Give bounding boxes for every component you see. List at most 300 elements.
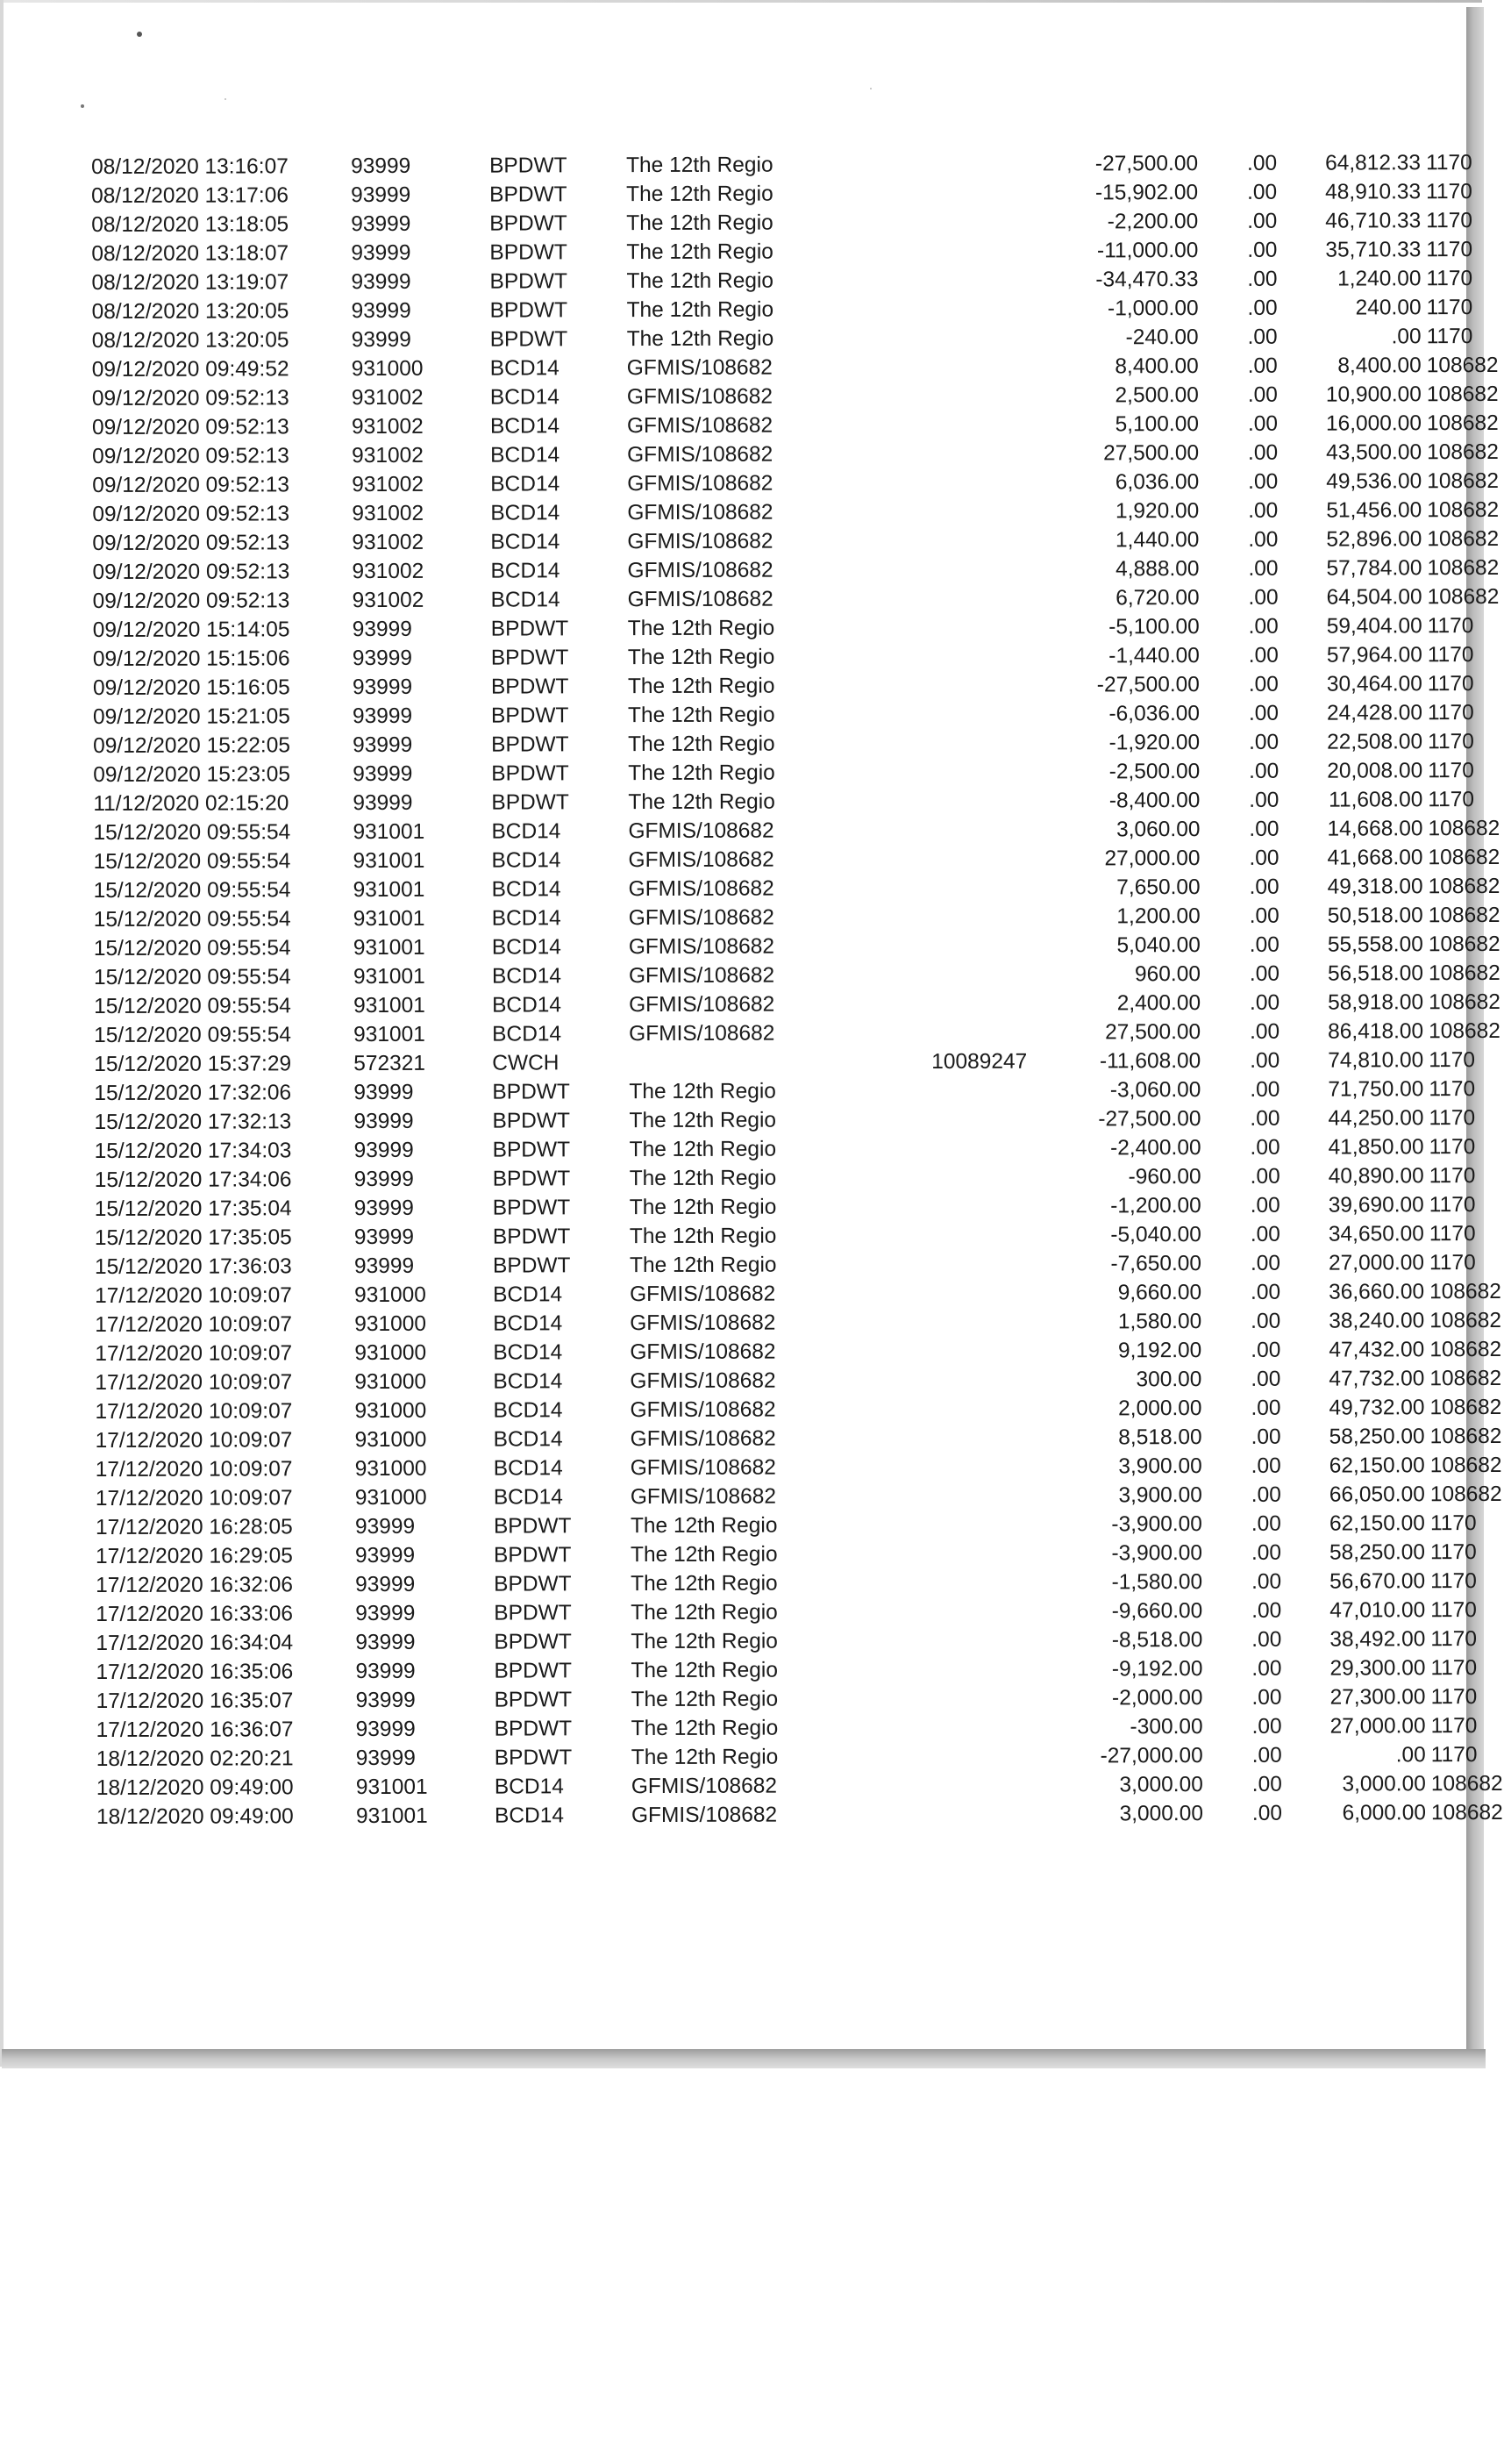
transaction-id: 93999 (351, 269, 411, 295)
transaction-amount: 8,518.00 (1118, 1425, 1202, 1450)
running-balance: 36,660.00 (1329, 1280, 1425, 1304)
transaction-secondary-amount: .00 (1247, 180, 1278, 204)
running-balance: 11,608.00 (1329, 788, 1423, 812)
transaction-secondary-amount: .00 (1251, 1482, 1281, 1507)
transaction-amount: 3,900.00 (1118, 1483, 1202, 1508)
running-balance: 39,690.00 (1328, 1193, 1424, 1218)
transaction-description: GFMIS/108682 (631, 1774, 778, 1799)
transaction-code: BPDWT (489, 269, 567, 294)
transaction-description: GFMIS/108682 (626, 355, 773, 381)
page-bottom-edge-shadow (2, 2049, 1486, 2068)
running-balance: 1,240.00 (1337, 267, 1422, 291)
transaction-datetime: 08/12/2020 13:17:06 (91, 183, 289, 208)
transaction-code: BCD14 (493, 1369, 563, 1394)
account-code: 1170 (1428, 759, 1474, 783)
transaction-datetime: 18/12/2020 09:49:00 (96, 1804, 294, 1829)
transaction-datetime: 17/12/2020 16:29:05 (95, 1544, 293, 1568)
transaction-code: BPDWT (493, 1543, 572, 1568)
transaction-secondary-amount: .00 (1249, 788, 1279, 812)
transaction-description: GFMIS/108682 (628, 876, 774, 902)
transaction-datetime: 18/12/2020 02:20:21 (96, 1746, 294, 1771)
running-balance: 57,964.00 (1326, 643, 1422, 668)
transaction-datetime: 09/12/2020 09:52:13 (92, 502, 290, 526)
running-balance: 49,318.00 (1327, 875, 1423, 899)
transaction-description: GFMIS/108682 (627, 558, 773, 583)
transaction-datetime: 08/12/2020 13:18:07 (91, 241, 289, 266)
transaction-amount: -2,500.00 (1108, 760, 1201, 784)
table-row (95, 1364, 1502, 1397)
transaction-id: 93999 (351, 182, 411, 208)
transaction-id: 93999 (354, 1543, 416, 1568)
transaction-amount: 6,720.00 (1116, 586, 1200, 611)
running-balance: 24,428.00 (1326, 701, 1423, 725)
transaction-amount: -1,000.00 (1107, 296, 1199, 321)
transaction-secondary-amount: .00 (1248, 585, 1279, 610)
account-code: 1170 (1429, 1048, 1475, 1073)
transaction-id: 93999 (353, 1167, 414, 1192)
table-row (92, 611, 1474, 645)
transaction-id: 931001 (353, 993, 425, 1018)
transaction-id: 931002 (352, 530, 424, 555)
account-code: 1170 (1429, 1540, 1477, 1565)
transaction-amount: -2,000.00 (1111, 1686, 1203, 1711)
transaction-description: The 12th Regio (629, 1195, 777, 1220)
transaction-datetime: 09/12/2020 15:14:05 (92, 618, 290, 642)
transaction-secondary-amount: .00 (1251, 1569, 1282, 1594)
transaction-id: 93999 (355, 1601, 416, 1626)
transaction-amount: -1,580.00 (1111, 1570, 1203, 1595)
table-row (93, 756, 1474, 789)
transaction-code: BCD14 (489, 414, 560, 439)
account-code: 108682 (1429, 1366, 1502, 1391)
transaction-code: BCD14 (490, 588, 560, 612)
account-code: 1170 (1427, 614, 1474, 639)
running-balance: 58,918.00 (1328, 990, 1424, 1015)
transaction-code: BPDWT (491, 790, 569, 815)
transaction-datetime: 08/12/2020 13:16:07 (91, 154, 289, 179)
running-balance: 47,432.00 (1329, 1338, 1425, 1362)
transaction-amount: -2,200.00 (1107, 210, 1199, 234)
table-row (96, 1567, 1477, 1600)
running-balance: 14,668.00 (1327, 817, 1423, 841)
transaction-secondary-amount: .00 (1247, 411, 1279, 436)
transaction-id: 931001 (353, 964, 425, 989)
running-balance: 240.00 (1355, 296, 1422, 320)
transaction-code: BPDWT (492, 1253, 571, 1278)
transaction-id: 931000 (354, 1369, 427, 1395)
account-code: 108682 (1429, 1308, 1501, 1333)
transaction-code: BCD14 (492, 1022, 562, 1046)
transaction-code: BPDWT (489, 298, 568, 323)
table-row (91, 351, 1499, 384)
account-code: 108682 (1427, 497, 1500, 523)
transaction-amount: 2,500.00 (1115, 383, 1199, 408)
table-row (92, 669, 1474, 703)
transaction-datetime: 17/12/2020 10:09:07 (95, 1399, 293, 1424)
transaction-code: BPDWT (491, 732, 569, 757)
table-row (95, 1451, 1502, 1484)
transaction-amount: 3,000.00 (1119, 1802, 1203, 1826)
transaction-amount: 27,500.00 (1103, 441, 1200, 466)
account-code: 1170 (1426, 180, 1472, 204)
account-code: 108682 (1426, 382, 1499, 407)
running-balance: 64,504.00 (1326, 585, 1422, 610)
transaction-amount: -27,500.00 (1094, 152, 1199, 176)
transaction-amount: 300.00 (1136, 1368, 1202, 1392)
transaction-code: BPDWT (491, 761, 569, 786)
transaction-description: The 12th Regio (631, 1600, 778, 1625)
account-code: 1170 (1429, 1106, 1476, 1131)
transaction-secondary-amount: .00 (1251, 1598, 1282, 1623)
transaction-secondary-amount: .00 (1250, 1280, 1281, 1304)
table-row (91, 322, 1473, 355)
transaction-datetime: 17/12/2020 10:09:07 (95, 1486, 293, 1511)
transaction-datetime: 15/12/2020 09:55:54 (93, 878, 291, 903)
transaction-datetime: 17/12/2020 16:35:06 (96, 1660, 294, 1684)
transaction-code: BPDWT (492, 1225, 571, 1249)
transaction-datetime: 09/12/2020 09:52:13 (91, 415, 289, 439)
account-code: 1170 (1426, 267, 1473, 291)
transaction-amount: 3,900.00 (1118, 1454, 1202, 1479)
transaction-secondary-amount: .00 (1251, 1309, 1281, 1333)
transaction-code: BPDWT (494, 1630, 572, 1654)
account-code: 108682 (1429, 1337, 1502, 1362)
transaction-description: The 12th Regio (631, 1745, 779, 1770)
running-balance: 47,732.00 (1329, 1367, 1425, 1391)
table-row (95, 1509, 1477, 1542)
transaction-datetime: 08/12/2020 13:19:07 (91, 270, 289, 295)
running-balance: 56,670.00 (1329, 1569, 1426, 1594)
transaction-description: GFMIS/108682 (630, 1455, 776, 1481)
transaction-secondary-amount: .00 (1250, 1251, 1281, 1275)
account-code: 108682 (1429, 1395, 1502, 1420)
transaction-datetime: 15/12/2020 09:55:54 (93, 907, 291, 932)
table-row (95, 1393, 1502, 1426)
transaction-amount: 6,036.00 (1115, 470, 1200, 495)
transaction-code: CWCH (492, 1051, 560, 1075)
transaction-id: 931000 (354, 1398, 427, 1424)
transaction-code: BCD14 (490, 443, 560, 468)
account-code: 1170 (1429, 1222, 1476, 1246)
transaction-datetime: 09/12/2020 09:52:13 (92, 531, 290, 555)
running-balance: 10,900.00 (1325, 382, 1422, 407)
transaction-id: 931002 (351, 414, 424, 439)
running-balance: 58,250.00 (1329, 1425, 1425, 1449)
transaction-description: The 12th Regio (631, 1629, 778, 1654)
transaction-description: GFMIS/108682 (630, 1282, 776, 1307)
account-code: 1170 (1426, 238, 1473, 262)
transaction-datetime: 15/12/2020 15:37:29 (94, 1052, 292, 1076)
table-row (93, 959, 1500, 992)
account-code: 1170 (1430, 1714, 1478, 1739)
transaction-id: 931001 (355, 1803, 428, 1829)
scan-speck (870, 88, 872, 89)
transaction-code: BPDWT (492, 1109, 570, 1133)
transaction-code: BPDWT (489, 154, 567, 178)
transaction-code: BPDWT (492, 1196, 571, 1220)
transaction-code: BPDWT (489, 211, 567, 236)
table-row (92, 467, 1499, 500)
table-row (93, 814, 1500, 847)
table-row (93, 785, 1475, 818)
table-row (91, 148, 1472, 182)
running-balance: 71,750.00 (1328, 1077, 1424, 1102)
transaction-description: The 12th Regio (628, 761, 775, 786)
account-code: 1170 (1429, 1135, 1476, 1160)
page-top-edge (0, 0, 1482, 3)
account-code: 1170 (1429, 1193, 1476, 1218)
transaction-description: The 12th Regio (626, 153, 773, 178)
account-code: 108682 (1429, 1424, 1502, 1449)
transaction-description: The 12th Regio (629, 1079, 776, 1104)
transaction-id: 93999 (353, 1196, 414, 1221)
running-balance: 6,000.00 (1342, 1801, 1426, 1825)
transaction-secondary-amount: .00 (1250, 1193, 1280, 1218)
transaction-secondary-amount: .00 (1247, 325, 1278, 349)
transaction-amount: -300.00 (1130, 1715, 1203, 1739)
transaction-datetime: 09/12/2020 09:52:13 (91, 386, 289, 411)
table-row (96, 1653, 1478, 1687)
table-row (95, 1480, 1502, 1513)
transaction-code: BCD14 (491, 935, 561, 960)
table-row (92, 640, 1474, 674)
transaction-code: BPDWT (494, 1659, 572, 1683)
transaction-description: The 12th Regio (629, 1108, 777, 1133)
running-balance: 41,850.00 (1328, 1135, 1424, 1160)
transaction-description: The 12th Regio (631, 1658, 779, 1683)
transaction-datetime: 17/12/2020 16:28:05 (95, 1515, 293, 1539)
running-balance: 57,784.00 (1326, 556, 1422, 581)
transaction-description: GFMIS/108682 (629, 992, 775, 1018)
transaction-secondary-amount: .00 (1249, 961, 1279, 986)
transaction-id: 931001 (355, 1775, 428, 1800)
table-row (92, 525, 1500, 558)
transaction-description: GFMIS/108682 (630, 1426, 776, 1452)
transaction-description: The 12th Regio (631, 1687, 779, 1712)
transaction-id: 93999 (352, 703, 413, 729)
transaction-id: 931000 (354, 1340, 427, 1366)
transaction-id: 931001 (353, 1022, 425, 1047)
transaction-id: 93999 (353, 1253, 415, 1279)
transaction-datetime: 15/12/2020 17:34:03 (94, 1139, 292, 1163)
transaction-amount: -3,900.00 (1111, 1541, 1203, 1566)
account-code: 1170 (1428, 730, 1474, 754)
transaction-amount: 1,920.00 (1115, 499, 1200, 524)
transaction-id: 93999 (352, 646, 412, 671)
table-row (93, 843, 1500, 876)
account-code: 108682 (1429, 1279, 1501, 1304)
transaction-code: BCD14 (493, 1456, 563, 1481)
account-code: 108682 (1426, 411, 1499, 436)
account-code: 1170 (1430, 1685, 1478, 1710)
transaction-datetime: 09/12/2020 09:49:52 (91, 357, 289, 382)
table-row (94, 1017, 1500, 1050)
transaction-code: BPDWT (492, 1138, 571, 1162)
transaction-code: BCD14 (493, 1282, 563, 1307)
transaction-description: GFMIS/108682 (626, 384, 773, 410)
transaction-datetime: 08/12/2020 13:20:05 (91, 299, 289, 324)
running-balance: 41,668.00 (1327, 846, 1423, 870)
account-code: 108682 (1427, 468, 1499, 494)
transaction-id: 93999 (351, 240, 411, 266)
transaction-datetime: 09/12/2020 15:15:06 (92, 646, 290, 671)
running-balance: 34,650.00 (1328, 1222, 1424, 1246)
transaction-amount: 27,000.00 (1104, 846, 1201, 871)
transaction-secondary-amount: .00 (1248, 672, 1279, 696)
transaction-description: GFMIS/108682 (628, 934, 775, 960)
transaction-secondary-amount: .00 (1248, 469, 1279, 494)
running-balance: 51,456.00 (1326, 498, 1422, 523)
transaction-reference: 10089247 (931, 1049, 1028, 1074)
transaction-code: BCD14 (490, 501, 560, 525)
running-balance: 30,464.00 (1326, 672, 1422, 696)
transaction-amount: -5,040.00 (1110, 1223, 1201, 1247)
transaction-secondary-amount: .00 (1250, 1019, 1280, 1044)
table-row (96, 1682, 1478, 1716)
transaction-datetime: 15/12/2020 17:32:13 (94, 1110, 292, 1134)
transaction-datetime: 15/12/2020 09:55:54 (93, 849, 291, 874)
transaction-code: BCD14 (489, 385, 560, 410)
transaction-secondary-amount: .00 (1251, 1367, 1281, 1391)
transaction-id: 93999 (355, 1659, 416, 1684)
running-balance: 38,240.00 (1329, 1309, 1425, 1333)
transaction-secondary-amount: .00 (1248, 614, 1279, 639)
transaction-amount: -15,902.00 (1094, 181, 1199, 205)
transaction-code: BPDWT (490, 703, 569, 728)
transaction-amount: -11,000.00 (1096, 239, 1199, 263)
table-row (94, 1132, 1476, 1166)
transaction-description: The 12th Regio (626, 239, 773, 265)
table-row (96, 1625, 1478, 1658)
transaction-code: BCD14 (493, 1340, 563, 1365)
transaction-datetime: 09/12/2020 09:52:13 (92, 444, 289, 468)
transaction-id: 93999 (355, 1717, 416, 1742)
transaction-code: BPDWT (493, 1514, 572, 1539)
transaction-amount: -5,100.00 (1108, 615, 1200, 639)
transaction-description: The 12th Regio (629, 1137, 777, 1162)
transaction-amount: 1,440.00 (1115, 528, 1200, 553)
table-row (91, 293, 1473, 326)
running-balance: 43,500.00 (1326, 440, 1422, 465)
running-balance: 55,558.00 (1327, 932, 1423, 957)
transaction-id: 931000 (354, 1456, 427, 1482)
running-balance: 22,508.00 (1327, 730, 1423, 754)
transaction-amount: -3,900.00 (1111, 1512, 1202, 1537)
account-code: 108682 (1427, 555, 1500, 581)
transaction-secondary-amount: .00 (1247, 382, 1278, 407)
account-code: 1170 (1426, 151, 1472, 175)
transaction-description: GFMIS/108682 (628, 818, 774, 844)
transaction-description: GFMIS/108682 (628, 963, 775, 989)
transaction-id: 931000 (354, 1427, 427, 1453)
transaction-secondary-amount: .00 (1250, 1222, 1280, 1246)
account-code: 1170 (1427, 672, 1474, 696)
transaction-datetime: 09/12/2020 15:21:05 (92, 704, 290, 729)
running-balance: 27,300.00 (1329, 1685, 1426, 1710)
scan-speck (137, 32, 142, 37)
transaction-description: GFMIS/108682 (630, 1368, 776, 1394)
table-row (91, 177, 1472, 211)
transaction-id: 93999 (352, 675, 413, 700)
table-row (94, 1219, 1476, 1253)
transaction-secondary-amount: .00 (1251, 1627, 1282, 1652)
table-row (94, 1103, 1476, 1137)
transaction-secondary-amount: .00 (1251, 1685, 1282, 1710)
table-row (96, 1596, 1477, 1629)
running-balance: 46,710.33 (1325, 209, 1422, 233)
transaction-description: GFMIS/108682 (630, 1339, 776, 1365)
transaction-datetime: 15/12/2020 09:55:54 (94, 994, 291, 1018)
transaction-datetime: 18/12/2020 09:49:00 (96, 1775, 294, 1800)
transaction-id: 93999 (355, 1630, 416, 1655)
transaction-id: 93999 (351, 154, 411, 179)
running-balance: 47,010.00 (1329, 1598, 1426, 1623)
transaction-code: BPDWT (489, 182, 567, 207)
transaction-datetime: 17/12/2020 10:09:07 (95, 1341, 293, 1366)
transaction-secondary-amount: .00 (1249, 875, 1279, 899)
transaction-id: 931000 (354, 1311, 427, 1337)
transaction-description: The 12th Regio (627, 674, 775, 699)
transaction-datetime: 17/12/2020 10:09:07 (95, 1312, 293, 1337)
transaction-id: 93999 (351, 211, 411, 237)
transaction-amount: 9,660.00 (1117, 1281, 1202, 1305)
account-code: 1170 (1430, 1598, 1477, 1623)
transaction-secondary-amount: .00 (1248, 498, 1279, 523)
transaction-amount: 5,040.00 (1116, 933, 1201, 958)
transaction-secondary-amount: .00 (1251, 1425, 1281, 1449)
transaction-secondary-amount: .00 (1249, 759, 1279, 783)
transaction-datetime: 15/12/2020 17:34:06 (94, 1168, 292, 1192)
page-left-edge (0, 0, 4, 2067)
transaction-code: BCD14 (492, 993, 562, 1018)
transaction-description: GFMIS/108682 (627, 529, 773, 554)
transaction-secondary-amount: .00 (1251, 1511, 1281, 1536)
transaction-secondary-amount: .00 (1251, 1656, 1282, 1681)
transaction-code: BCD14 (490, 559, 560, 583)
table-row (94, 988, 1500, 1021)
transaction-id: 572321 (353, 1051, 426, 1076)
table-row (96, 1740, 1478, 1774)
transaction-description: The 12th Regio (630, 1542, 778, 1568)
transaction-code: BCD14 (493, 1485, 563, 1510)
transaction-code: BCD14 (490, 472, 560, 496)
transaction-datetime: 15/12/2020 17:36:03 (94, 1254, 292, 1279)
table-row (92, 554, 1500, 587)
running-balance: 20,008.00 (1327, 759, 1423, 783)
transaction-code: BCD14 (493, 1427, 563, 1452)
transaction-amount: -1,920.00 (1108, 731, 1201, 755)
running-balance: 49,536.00 (1326, 469, 1422, 494)
transaction-secondary-amount: .00 (1249, 817, 1279, 841)
transaction-id: 93999 (351, 327, 411, 353)
transaction-datetime: 17/12/2020 10:09:07 (95, 1370, 293, 1395)
account-code: 108682 (1429, 989, 1500, 1015)
transaction-id: 93999 (355, 1572, 416, 1597)
transaction-amount: -3,060.00 (1109, 1078, 1201, 1103)
transaction-code: BCD14 (491, 819, 561, 844)
transaction-code: BCD14 (489, 356, 560, 381)
transaction-secondary-amount: .00 (1248, 556, 1279, 581)
transaction-amount: 3,060.00 (1116, 818, 1201, 842)
transaction-description: GFMIS/108682 (630, 1484, 776, 1510)
transaction-amount: 960.00 (1134, 962, 1201, 987)
transaction-datetime: 15/12/2020 17:35:05 (94, 1225, 292, 1250)
transaction-code: BPDWT (490, 675, 569, 699)
account-code: 1170 (1430, 1743, 1478, 1768)
transaction-code: BPDWT (494, 1717, 573, 1741)
transaction-id: 93999 (353, 1109, 414, 1134)
transaction-id: 931001 (353, 819, 425, 845)
